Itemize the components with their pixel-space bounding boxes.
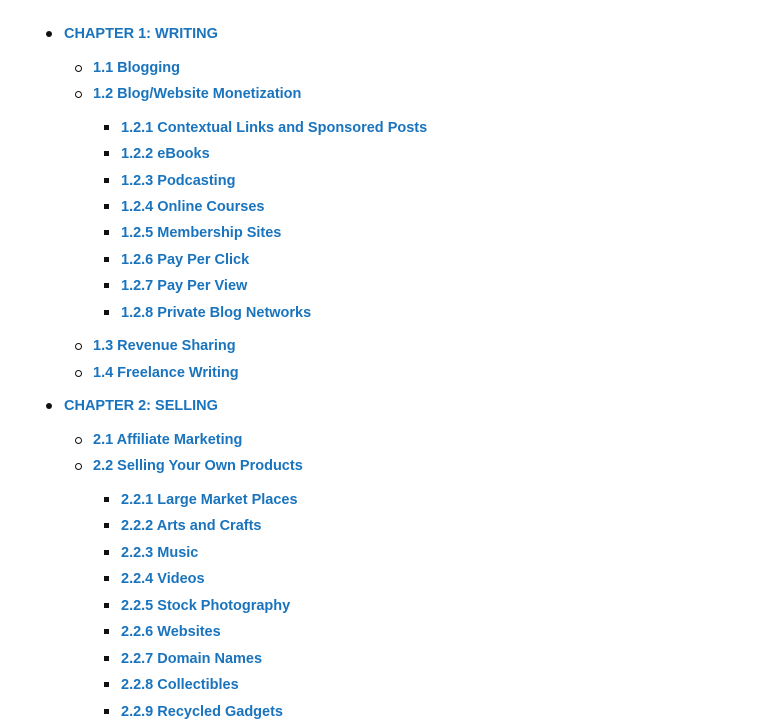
toc-link-1-2-2[interactable]: 1.2.2 eBooks: [121, 146, 210, 162]
disc-bullet-icon: [46, 31, 52, 37]
toc-link-1-2[interactable]: 1.2 Blog/Website Monetization: [93, 86, 302, 102]
toc-subsection-2-2-1: [121, 490, 298, 510]
toc-link-1-2-7[interactable]: 1.2.7 Pay Per View: [121, 278, 248, 294]
toc-chapter-1: [64, 24, 218, 44]
toc-section-1-4: [93, 363, 239, 383]
toc-chapter-2: [64, 396, 218, 416]
circle-bullet-icon: [75, 65, 82, 72]
toc-link-1-4[interactable]: 1.4 Freelance Writing: [93, 365, 239, 381]
toc-link-2-2-5[interactable]: 2.2.5 Stock Photography: [121, 598, 291, 614]
toc-subsection-1-2-1: [121, 118, 427, 138]
circle-bullet-icon: [75, 463, 82, 470]
toc-subsection-2-2-5: [121, 596, 290, 616]
toc-link-1-2-4[interactable]: 1.2.4 Online Courses: [121, 199, 265, 215]
square-bullet-icon: [104, 283, 109, 288]
circle-bullet-icon: [75, 343, 82, 350]
toc-link-2-1[interactable]: 2.1 Affiliate Marketing: [93, 432, 243, 448]
toc-subsection-1-2-6: [121, 250, 249, 270]
square-bullet-icon: [104, 178, 109, 183]
square-bullet-icon: [104, 497, 109, 502]
square-bullet-icon: [104, 204, 109, 209]
toc-link-2-2-3[interactable]: 2.2.3 Music: [121, 545, 199, 561]
circle-bullet-icon: [75, 437, 82, 444]
circle-bullet-icon: [75, 91, 82, 98]
toc-link-chapter-1[interactable]: CHAPTER 1: WRITING: [64, 26, 218, 42]
toc-subsection-2-2-2: [121, 516, 261, 536]
toc-section-1-1: [93, 58, 180, 78]
toc-link-2-2-6[interactable]: 2.2.6 Websites: [121, 624, 221, 640]
toc-section-1-2: [93, 84, 301, 104]
square-bullet-icon: [104, 709, 109, 714]
toc-subsection-2-2-6: [121, 622, 221, 642]
circle-bullet-icon: [75, 370, 82, 377]
toc-section-2-1: [93, 430, 242, 450]
toc-section-1-3: [93, 336, 236, 356]
toc-subsection-2-2-4: [121, 569, 205, 589]
toc-subsection-1-2-4: [121, 197, 264, 217]
toc-link-1-2-8[interactable]: 1.2.8 Private Blog Networks: [121, 305, 312, 321]
toc-link-chapter-2[interactable]: CHAPTER 2: SELLING: [64, 398, 218, 414]
square-bullet-icon: [104, 576, 109, 581]
square-bullet-icon: [104, 629, 109, 634]
toc-subsection-2-2-9: [121, 702, 283, 722]
toc-subsection-1-2-3: [121, 171, 235, 191]
toc-link-2-2-2[interactable]: 2.2.2 Arts and Crafts: [121, 518, 262, 534]
toc-subsection-2-2-3: [121, 543, 198, 563]
disc-bullet-icon: [46, 403, 52, 409]
toc-link-1-2-3[interactable]: 1.2.3 Podcasting: [121, 173, 236, 189]
square-bullet-icon: [104, 125, 109, 130]
toc-link-1-2-5[interactable]: 1.2.5 Membership Sites: [121, 225, 282, 241]
square-bullet-icon: [104, 603, 109, 608]
toc-link-1-2-1[interactable]: 1.2.1 Contextual Links and Sponsored Posts: [121, 120, 428, 136]
square-bullet-icon: [104, 682, 109, 687]
square-bullet-icon: [104, 151, 109, 156]
square-bullet-icon: [104, 257, 109, 262]
toc-subsection-1-2-7: [121, 276, 247, 296]
square-bullet-icon: [104, 523, 109, 528]
toc-link-2-2-8[interactable]: 2.2.8 Collectibles: [121, 677, 239, 693]
square-bullet-icon: [104, 656, 109, 661]
toc-subsection-1-2-8: [121, 303, 311, 323]
toc-subsection-2-2-7: [121, 649, 262, 669]
square-bullet-icon: [104, 230, 109, 235]
toc-link-2-2-4[interactable]: 2.2.4 Videos: [121, 571, 205, 587]
toc-link-1-2-6[interactable]: 1.2.6 Pay Per Click: [121, 252, 250, 268]
toc-link-2-2-9[interactable]: 2.2.9 Recycled Gadgets: [121, 704, 283, 720]
square-bullet-icon: [104, 310, 109, 315]
toc-link-2-2[interactable]: 2.2 Selling Your Own Products: [93, 458, 303, 474]
toc-section-2-2: [93, 456, 303, 476]
square-bullet-icon: [104, 550, 109, 555]
toc-subsection-1-2-5: [121, 223, 281, 243]
toc-link-1-1[interactable]: 1.1 Blogging: [93, 60, 180, 76]
toc-subsection-2-2-8: [121, 675, 239, 695]
toc-link-1-3[interactable]: 1.3 Revenue Sharing: [93, 338, 236, 354]
toc-subsection-1-2-2: [121, 144, 210, 164]
toc-link-2-2-1[interactable]: 2.2.1 Large Market Places: [121, 492, 298, 508]
toc-link-2-2-7[interactable]: 2.2.7 Domain Names: [121, 651, 263, 667]
